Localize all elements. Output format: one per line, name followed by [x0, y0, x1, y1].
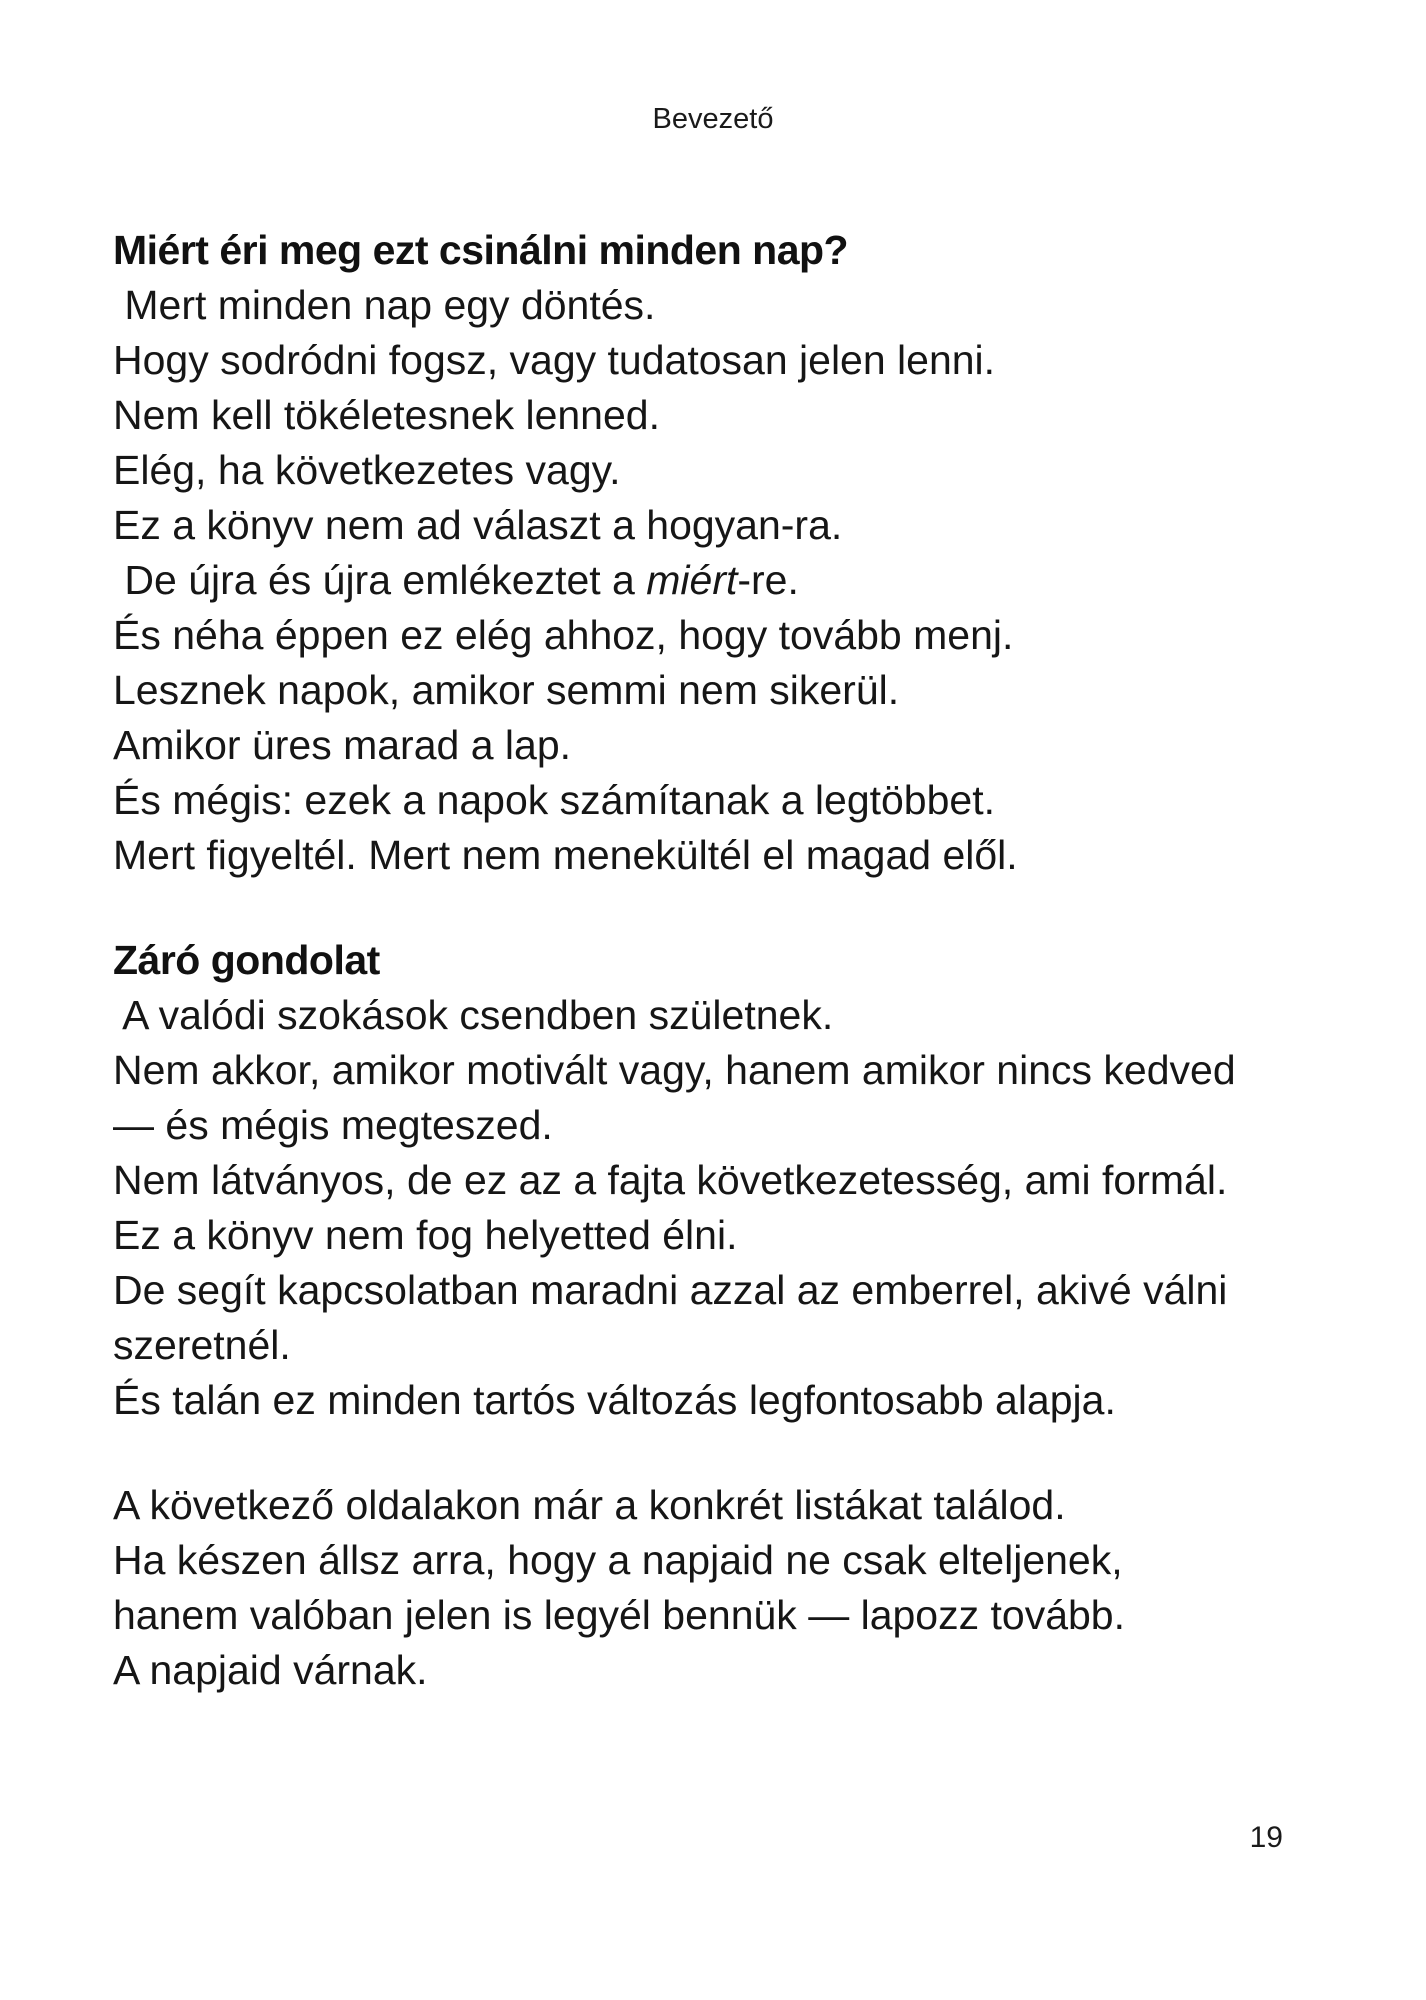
text-segment: Mert minden nap egy döntés.	[113, 282, 656, 328]
text-line	[113, 1318, 1393, 1373]
text-line	[113, 278, 1393, 333]
text-line	[113, 663, 1393, 718]
text-line	[113, 498, 1393, 553]
section-closing-thought	[113, 933, 1393, 1428]
running-header: Bevezető	[652, 103, 774, 135]
section-body	[113, 1478, 1393, 1698]
section-body	[113, 988, 1393, 1428]
text-segment: Amikor üres marad a lap.	[113, 722, 572, 768]
text-segment: De újra és újra emlékeztet a	[113, 557, 647, 603]
text-line	[113, 1208, 1393, 1263]
text-line	[113, 1533, 1393, 1588]
text-segment: hanem valóban jelen is legyél bennük — lapozz tovább.	[113, 1592, 1125, 1638]
text-line	[113, 1588, 1393, 1643]
text-segment: És néha éppen ez elég ahhoz, hogy tovább menj.	[113, 612, 1014, 658]
text-line	[113, 1098, 1393, 1153]
text-segment: Ha készen állsz arra, hogy a napjaid ne csak elteljenek,	[113, 1537, 1123, 1583]
text-segment: A valódi szokások csendben születnek.	[113, 992, 834, 1038]
text-segment: Lesznek napok, amikor semmi nem sikerül.	[113, 667, 900, 713]
text-line	[113, 1373, 1393, 1428]
text-segment: Mert figyeltél. Mert nem menekültél el magad elől.	[113, 832, 1018, 878]
text-segment: — és mégis megteszed.	[113, 1102, 553, 1148]
text-segment: Nem látványos, de ez az a fajta következetesség, ami formál.	[113, 1157, 1228, 1203]
text-line	[113, 333, 1393, 388]
text-segment: -re.	[737, 557, 799, 603]
text-line	[113, 718, 1393, 773]
text-segment: Elég, ha következetes vagy.	[113, 447, 621, 493]
text-line	[113, 988, 1393, 1043]
section-heading: Záró gondolat	[113, 937, 380, 983]
emphasized-text: miért	[646, 557, 738, 603]
page-content	[113, 223, 1393, 1748]
text-segment: Ez a könyv nem ad választ a hogyan-ra.	[113, 502, 843, 548]
text-line	[113, 1263, 1393, 1318]
text-line	[113, 608, 1393, 663]
text-line	[113, 1153, 1393, 1208]
section-outro	[113, 1478, 1393, 1698]
text-line	[113, 1478, 1393, 1533]
text-segment: szeretnél.	[113, 1322, 291, 1368]
text-segment: De segít kapcsolatban maradni azzal az emberrel, akivé válni	[113, 1267, 1228, 1313]
text-segment: A következő oldalakon már a konkrét listákat találod.	[113, 1482, 1066, 1528]
section-heading: Miért éri meg ezt csinálni minden nap?	[113, 227, 849, 273]
text-segment: Ez a könyv nem fog helyetted élni.	[113, 1212, 738, 1258]
text-line	[113, 443, 1393, 498]
text-segment: Nem kell tökéletesnek lenned.	[113, 392, 660, 438]
text-line	[113, 553, 1393, 608]
text-segment: Hogy sodródni fogsz, vagy tudatosan jelen lenni.	[113, 337, 996, 383]
text-segment: Nem akkor, amikor motivált vagy, hanem amikor nincs kedved	[113, 1047, 1236, 1093]
text-line	[113, 773, 1393, 828]
page-number: 19	[1249, 1821, 1283, 1854]
text-line	[113, 1643, 1393, 1698]
section-body	[113, 278, 1393, 883]
text-segment: És mégis: ezek a napok számítanak a legtöbbet.	[113, 777, 996, 823]
text-line	[113, 828, 1393, 883]
text-line	[113, 388, 1393, 443]
text-line	[113, 1043, 1393, 1098]
section-why-every-day	[113, 223, 1393, 883]
text-segment: És talán ez minden tartós változás legfontosabb alapja.	[113, 1377, 1116, 1423]
text-segment: A napjaid várnak.	[113, 1647, 428, 1693]
